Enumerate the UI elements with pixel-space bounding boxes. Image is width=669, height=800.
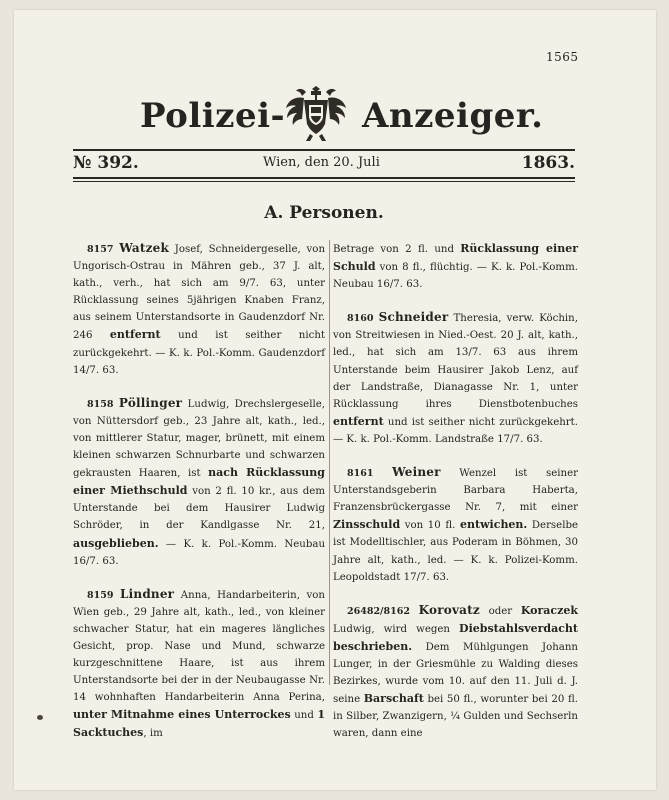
entry-emphasis: nach Rücklassung einer Miethschuld [73,466,325,498]
entry-text: von 10 fl. [400,520,461,532]
masthead-title-right: Anzeiger. [362,96,544,136]
masthead-title-left: Polizei- [140,96,286,136]
entry-8160 [333,309,578,448]
entry-text: oder [479,605,521,617]
entry-text: Theresia, verw. Köchin, von Streitwiesen in Nied.-Oest. 20 J. alt, kath., led., hat sich am 13/7. 63 aus ihrem Unterstande beim Hausirer Jakob Lenz, auf der Landstraße, Dianagasse Nr. 1, unter Rücklassung ihres Dienstbotenbuches [333,313,578,410]
entry-text: und ist seither nicht zurückgekehrt. — K. k. Pol.-Komm. Landstraße 17/7. 63. [333,416,578,445]
entry-name: Korovatz [418,602,480,617]
entry-text: — K. k. Pol.-Komm. Neubau 16/7. 63. [73,538,325,567]
year: 1863. [521,153,575,173]
entry-emphasis: unter Mitnahme eines Unterrockes [73,708,291,722]
entry-text: Wenzel ist seiner Unterstandsgeberin Barbara Haberta, Franzensbrückergasse Nr. 7, mit einer [333,468,578,514]
entry-text: Anna, Handarbeiterin, von Wien geb., 29 Jahre alt, kath., led., von kleiner schwacher Statur, hat ein mageres längliches Gesicht, prop. Nase und Mund, schwarze kurzgeschnittene Haare, ist aus ihrem Unterstandsorte bei der in der Neubaugasse Nr. 14 wohnhaften Handarbeiterin Anna Perina, [73,589,325,704]
entry-8158 [73,395,325,570]
entry-emphasis: Zinsschuld [333,518,401,532]
column-left [73,240,325,759]
column-right [333,240,578,758]
entry-emphasis: ausgeblieben. [73,536,159,550]
masthead [0,82,669,142]
entry-emphasis: Barschaft [363,692,424,706]
entry-text: Josef, Schneidergeselle, von Ungorisch-Ostrau in Mähren geb., 37 J. alt, kath., verh., hat sich am 9/7. 63, unter Rücklassung seines 5jährigen Knaben Franz, aus seinem Unterstandsorte in Gaudenzdorf Nr. 246 [73,244,325,342]
bottom-rule-thin [73,181,575,182]
dateline [73,153,575,177]
bottom-rule-thick [73,177,575,179]
entry-text: Ludwig, wird wegen [333,623,460,635]
double-headed-eagle-icon [284,82,348,144]
entry-number: 26482/8162 [347,605,410,617]
entry-8159-continued [333,240,578,293]
entry-8157 [73,240,325,379]
entry-emphasis: entwichen. [460,518,528,532]
entry-number: 8161 [347,468,374,480]
entry-text: Derselbe ist Modelltischler, aus Poderam in Böhmen, 30 Jahre alt, kath., led. — K. k. Polizei-Komm. Leopoldstadt 17/7. 63. [333,520,578,583]
column-divider [329,240,330,685]
entry-number: 8158 [87,398,114,410]
entry-text: Betrage von 2 fl. und [333,244,461,255]
entry-emphasis: Rücklassung einer Schuld [333,242,578,274]
entry-number: 8160 [347,313,374,325]
entry-text: , im [143,728,163,740]
issue-number: № 392. [73,153,139,173]
ink-spot [37,715,43,720]
entry-name: Pöllinger [118,395,183,410]
entry-text: von 2 fl. 10 kr., aus dem Unterstande bei dem Hausirer Ludwig Schröder, in der Kandlgasse Nr. 21, [73,486,325,532]
entry-name: Watzek [119,241,169,255]
entry-emphasis: Koraczek [520,603,578,617]
entry-text: Dem Mühlgungen Johann Lunger, in der Griesmühle zu Walding dieses Bezirkes, wurde vom 10. auf den 11. Juli d. J. seine [333,641,578,706]
entry-8161 [333,464,578,586]
entry-emphasis: entfernt [333,414,384,428]
place-date: Wien, den 20. Juli [263,155,380,170]
entry-emphasis: Diebstahlsverdacht beschrieben. [333,621,578,653]
entry-8159 [73,586,325,743]
entry-number: 8157 [87,244,114,255]
entry-name: Weiner [392,465,441,480]
entry-text: bei 50 fl., worunter bei 20 fl. in Silber, Zwanzigern, ¼ Gulden und Sechserln waren, dann eine [333,694,578,740]
entry-8162 [333,602,578,743]
entry-text: und [290,710,318,722]
top-rule [73,149,575,151]
entry-emphasis: entfernt [109,328,161,342]
section-title: A. Personen. [264,203,384,223]
page-number: 1565 [546,50,579,64]
entry-text: und ist seither nicht zurückgekehrt. — K. k. Pol.-Komm. Gaudenzdorf 14/7. 63. [73,330,325,376]
entry-name: Lindner [120,586,175,601]
entry-number: 8159 [87,589,114,601]
entry-name: Schneider [378,310,449,325]
entry-text: Ludwig, Drechslergeselle, von Nüttersdorf geb., 23 Jahre alt, kath., led., von mittlerer Statur, mager, brünett, mit einem kleinen schwarzen Schnurbarte und schwarzen gekrausten Haaren, ist [73,398,325,480]
entry-text: von 8 fl., flüchtig. — K. k. Pol.-Komm. Neubau 16/7. 63. [333,262,578,291]
entry-emphasis: 1 Sacktuches [73,708,326,740]
